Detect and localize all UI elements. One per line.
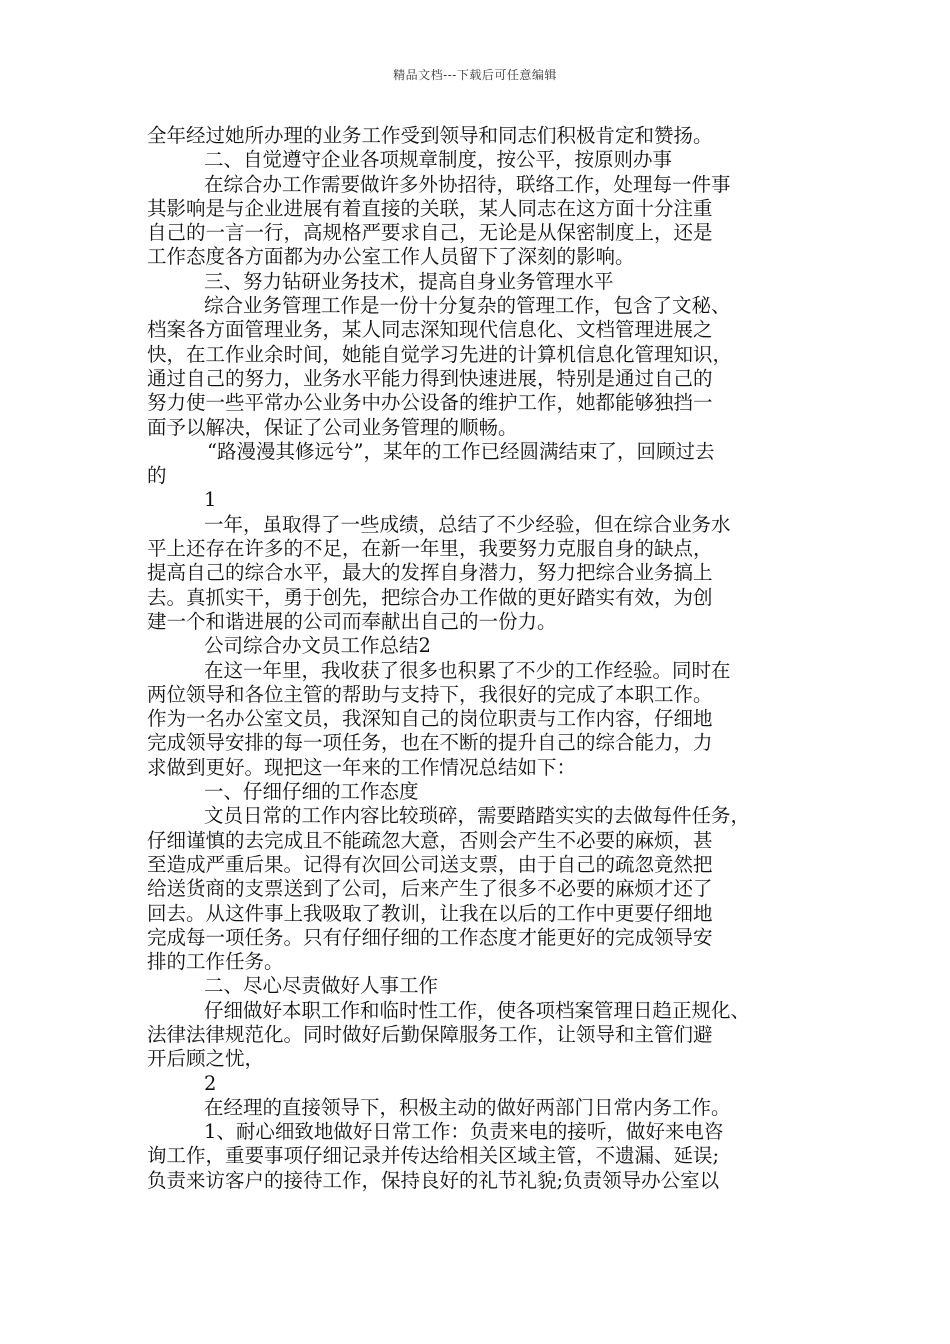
text-line: 综合业务管理工作是一份十分复杂的管理工作，包含了文秘、 xyxy=(204,294,731,318)
text-line: 开后顾之忧， xyxy=(147,1047,265,1071)
document-body xyxy=(147,124,807,1193)
text-line: “路漫漫其修远兮”，某年的工作已经圆满结束了，回顾过去 xyxy=(207,439,715,463)
text-line: 在综合办工作需要做许多外协招待，联络工作，处理每一件事 xyxy=(204,172,731,196)
text-line: 一年，虽取得了一些成绩，总结了不少经验，但在综合业务水 xyxy=(204,512,731,536)
text-line: 排的工作任务。 xyxy=(147,950,284,974)
text-line: 去。真抓实干，勇于创先，把综合办工作做的更好踏实有效，为创 xyxy=(147,585,713,609)
text-line: 全年经过她所办理的业务工作受到领导和同志们积极肯定和赞扬。 xyxy=(147,124,713,147)
text-line: 二、自觉遵守企业各项规章制度，按公平，按原则办事 xyxy=(204,148,673,172)
text-line: 平上还存在许多的不足，在新一年里，我要努力克服自身的缺点， xyxy=(147,537,713,561)
text-line: 公司综合办文员工作总结2 xyxy=(204,634,431,658)
page-header: 精品文档---下载后可任意编辑 xyxy=(393,68,557,82)
text-line: 求做到更好。现把这一年来的工作情况总结如下： xyxy=(147,755,577,779)
text-line: 至造成严重后果。记得有次回公司送支票，由于自己的疏忽竟然把 xyxy=(147,852,713,876)
text-line: 2 xyxy=(204,1071,217,1095)
text-line: 法律法律规范化。同时做好后勤保障服务工作，让领导和主管们避 xyxy=(147,1022,713,1046)
text-line: 两位领导和各位主管的帮助与支持下，我很好的完成了本职工作。 xyxy=(147,682,713,706)
text-line: 三、努力钻研业务技术，提高自身业务管理水平 xyxy=(204,269,614,293)
text-line: 建一个和谐进展的公司而奉献出自己的一份力。 xyxy=(147,609,557,633)
text-line: 自己的一言一行，高规格严要求自己，无论是从保密制度上，还是 xyxy=(147,221,713,245)
text-line: 在经理的直接领导下，积极主动的做好两部门日常内务工作。 xyxy=(204,1095,731,1119)
text-line: 一、仔细仔细的工作态度 xyxy=(204,780,419,804)
text-line: 快，在工作业余时间，她能自觉学习先进的计算机信息化管理知识， xyxy=(147,342,733,366)
text-line: 作为一名办公室文员，我深知自己的岗位职责与工作内容，仔细地 xyxy=(147,707,713,731)
text-line: 询工作，重要事项仔细记录并传达给相关区域主管，不遗漏、延误; xyxy=(147,1144,720,1168)
text-line: 完成领导安排的每一项任务，也在不断的提升自己的综合能力，力 xyxy=(147,731,713,755)
text-line: 档案各方面管理业务，某人同志深知现代信息化、文档管理进展之 xyxy=(147,318,713,342)
text-line: 仔细做好本职工作和临时性工作，使各项档案管理日趋正规化、 xyxy=(204,998,751,1022)
text-line: 在这一年里，我收获了很多也积累了不少的工作经验。同时在 xyxy=(204,658,731,682)
text-line: 1 xyxy=(204,488,217,512)
text-line: 通过自己的努力，业务水平能力得到快速进展，特别是通过自己的 xyxy=(147,366,713,390)
text-line: 仔细谨慎的去完成且不能疏忽大意，否则会产生不必要的麻烦，甚 xyxy=(147,828,713,852)
text-line: 1、耐心细致地做好日常工作：负责来电的接听，做好来电咨 xyxy=(204,1120,724,1144)
text-line: 负责来访客户的接待工作，保持良好的礼节礼貌;负责领导办公室以 xyxy=(147,1168,720,1192)
text-line: 工作态度各方面都为办公室工作人员留下了深刻的影响。 xyxy=(147,245,635,269)
text-line: 二、尽心尽责做好人事工作 xyxy=(204,974,439,998)
text-line: 努力使一些平常办公业务中办公设备的维护工作，她都能够独挡一 xyxy=(147,391,713,415)
text-line: 的 xyxy=(147,464,167,488)
text-line: 其影响是与企业进展有着直接的关联，某人同志在这方面十分注重 xyxy=(147,196,713,220)
text-line: 给送货商的支票送到了公司，后来产生了很多不必要的麻烦才还了 xyxy=(147,877,713,901)
text-line: 提高自己的综合水平，最大的发挥自身潜力，努力把综合业务搞上 xyxy=(147,561,713,585)
text-line: 回去。从这件事上我吸取了教训，让我在以后的工作中更要仔细地 xyxy=(147,901,713,925)
text-line: 文员日常的工作内容比较琐碎，需要踏踏实实的去做每件任务， xyxy=(204,804,751,828)
text-line: 完成每一项任务。只有仔细仔细的工作态度才能更好的完成领导安 xyxy=(147,925,713,949)
text-line: 面予以解决，保证了公司业务管理的顺畅。 xyxy=(147,415,518,439)
